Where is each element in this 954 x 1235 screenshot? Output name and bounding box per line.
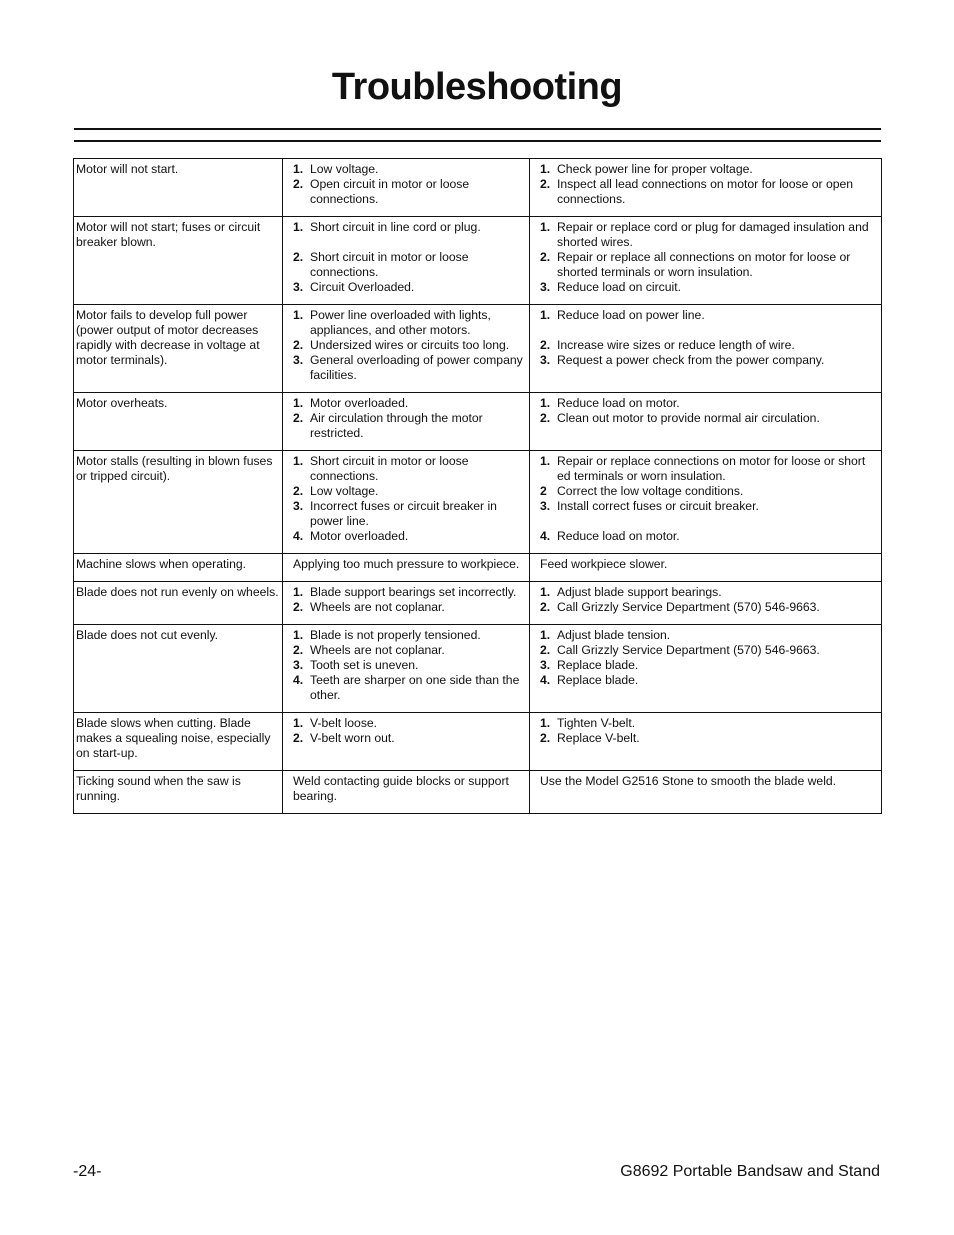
problem-cell: Blade does not cut evenly.	[74, 625, 283, 713]
solution-item	[540, 731, 879, 746]
solution-number: 4.	[540, 673, 551, 687]
solution-cell	[530, 451, 882, 554]
cause-item	[293, 308, 527, 338]
table-row	[74, 217, 882, 305]
problem-cell: Ticking sound when the saw is running.	[74, 771, 283, 814]
solution-text: Adjust blade tension.	[557, 628, 671, 642]
solution-text: Reduce load on power line.	[557, 308, 705, 322]
solution-item	[540, 673, 879, 688]
problem-cell: Motor fails to develop full power (power output of motor decreases rapidly with decrease in voltage at motor terminals).	[74, 305, 283, 393]
cause-text: Circuit Overloaded.	[310, 280, 415, 294]
cause-number: 2.	[293, 643, 304, 657]
cause-item	[293, 484, 527, 499]
cause-item	[293, 673, 527, 703]
solution-number: 1.	[540, 454, 551, 468]
solution-number: 2.	[540, 643, 551, 657]
cause-item	[293, 220, 527, 235]
solution-cell	[530, 305, 882, 393]
solution-number: 2.	[540, 411, 551, 425]
solution-item	[540, 250, 879, 280]
cause-text: Low voltage.	[310, 484, 379, 498]
solution-item	[540, 658, 879, 673]
solution-text: Replace V-belt.	[557, 731, 640, 745]
title-rule-bottom	[74, 140, 881, 142]
solution-number: 2	[540, 484, 547, 498]
cause-text: Short circuit in motor or loose connections.	[310, 454, 469, 483]
solution-text: Install correct fuses or circuit breaker.	[557, 499, 759, 513]
cause-item	[293, 600, 527, 615]
solution-item	[540, 396, 879, 411]
solution-item	[540, 499, 879, 514]
solution-item	[540, 585, 879, 600]
solution-cell	[530, 393, 882, 451]
solution-number: 2.	[540, 250, 551, 264]
cause-item	[293, 338, 527, 353]
cause-number: 2.	[293, 250, 304, 264]
solution-number: 2.	[540, 731, 551, 745]
cause-text: Motor overloaded.	[310, 396, 409, 410]
problem-cell: Machine slows when operating.	[74, 554, 283, 582]
solution-item	[540, 529, 879, 544]
cause-number: 3.	[293, 658, 304, 672]
solution-text: Replace blade.	[557, 673, 639, 687]
solution-item	[540, 643, 879, 658]
solution-number: 1.	[540, 628, 551, 642]
cause-cell	[283, 625, 530, 713]
troubleshooting-table	[73, 158, 882, 814]
solution-number: 1.	[540, 162, 551, 176]
cause-text: Tooth set is uneven.	[310, 658, 419, 672]
cause-number: 1.	[293, 454, 304, 468]
solution-item	[540, 353, 879, 368]
cause-text: Incorrect fuses or circuit breaker in power line.	[310, 499, 497, 528]
solution-item	[540, 628, 879, 643]
title-rule-top	[74, 128, 881, 130]
footer-title: G8692 Portable Bandsaw and Stand	[620, 1163, 880, 1180]
solution-item	[540, 600, 879, 615]
troubleshooting-table-body	[74, 159, 882, 814]
cause-number: 2.	[293, 600, 304, 614]
solution-cell	[530, 217, 882, 305]
cause-text: V-belt worn out.	[310, 731, 395, 745]
cause-item	[293, 280, 527, 295]
cause-item	[293, 250, 527, 280]
problem-cell: Blade does not run evenly on wheels.	[74, 582, 283, 625]
solution-text: Check power line for proper voltage.	[557, 162, 753, 176]
cause-item	[293, 177, 527, 207]
cause-item	[293, 411, 527, 441]
cause-number: 1.	[293, 716, 304, 730]
cause-text: Power line overloaded with lights, appliances, and other motors.	[310, 308, 491, 337]
cause-number: 2.	[293, 177, 304, 191]
spacer	[540, 323, 879, 338]
solution-text: Increase wire sizes or reduce length of wire.	[557, 338, 795, 352]
cause-cell	[283, 451, 530, 554]
problem-cell: Blade slows when cutting. Blade makes a squealing noise, especially on start-up.	[74, 713, 283, 771]
cause-number: 3.	[293, 353, 304, 367]
solution-item	[540, 177, 879, 207]
cause-item	[293, 396, 527, 411]
solution-number: 2.	[540, 338, 551, 352]
solution-cell	[530, 713, 882, 771]
spacer	[540, 514, 879, 529]
solution-item	[540, 557, 879, 572]
cause-number: 2.	[293, 484, 304, 498]
solution-item	[540, 308, 879, 323]
cause-cell	[283, 554, 530, 582]
solution-item	[540, 220, 879, 250]
cause-text: Open circuit in motor or loose connections.	[310, 177, 470, 206]
cause-number: 2.	[293, 731, 304, 745]
cause-text: Teeth are sharper on one side than the other.	[310, 673, 520, 702]
solution-text: Reduce load on motor.	[557, 529, 680, 543]
cause-item	[293, 529, 527, 544]
cause-text: General overloading of power company facilities.	[310, 353, 523, 382]
solution-text: Replace blade.	[557, 658, 639, 672]
cause-text: Blade is not properly tensioned.	[310, 628, 481, 642]
cause-item	[293, 658, 527, 673]
cause-text: Weld contacting guide blocks or support bearing.	[293, 774, 509, 803]
table-row	[74, 582, 882, 625]
solution-number: 4.	[540, 529, 551, 543]
cause-number: 4.	[293, 529, 304, 543]
solution-text: Call Grizzly Service Department (570) 546-9663.	[557, 600, 820, 614]
cause-item	[293, 499, 527, 529]
cause-number: 1.	[293, 162, 304, 176]
cause-number: 1.	[293, 585, 304, 599]
cause-cell	[283, 217, 530, 305]
table-row	[74, 713, 882, 771]
cause-number: 2.	[293, 338, 304, 352]
solution-number: 2.	[540, 177, 551, 191]
solution-text: Reduce load on motor.	[557, 396, 680, 410]
table-row	[74, 554, 882, 582]
cause-text: Blade support bearings set incorrectly.	[310, 585, 517, 599]
cause-number: 1.	[293, 220, 304, 234]
solution-text: Repair or replace all connections on motor for loose or shorted terminals or worn insulation.	[557, 250, 851, 279]
solution-text: Tighten V-belt.	[557, 716, 636, 730]
table-row	[74, 393, 882, 451]
solution-cell	[530, 625, 882, 713]
cause-text: Wheels are not coplanar.	[310, 643, 445, 657]
cause-cell	[283, 582, 530, 625]
solution-text: Call Grizzly Service Department (570) 546-9663.	[557, 643, 820, 657]
cause-item	[293, 557, 527, 572]
cause-number: 1.	[293, 308, 304, 322]
solution-text: Adjust blade support bearings.	[557, 585, 722, 599]
cause-item	[293, 585, 527, 600]
solution-text: Repair or replace connections on motor for loose or short ed terminals or worn insulation.	[557, 454, 866, 483]
spacer	[293, 235, 527, 250]
cause-text: Applying too much pressure to workpiece.	[293, 557, 520, 571]
cause-item	[293, 454, 527, 484]
solution-item	[540, 280, 879, 295]
solution-cell	[530, 771, 882, 814]
solution-cell	[530, 159, 882, 217]
problem-cell: Motor overheats.	[74, 393, 283, 451]
cause-number: 2.	[293, 411, 304, 425]
cause-item	[293, 643, 527, 658]
cause-item	[293, 628, 527, 643]
cause-text: Short circuit in motor or loose connections.	[310, 250, 469, 279]
solution-number: 1.	[540, 716, 551, 730]
cause-item	[293, 353, 527, 383]
table-row	[74, 451, 882, 554]
solution-number: 3.	[540, 353, 551, 367]
cause-cell	[283, 393, 530, 451]
cause-number: 3.	[293, 280, 304, 294]
cause-cell	[283, 771, 530, 814]
solution-number: 3.	[540, 658, 551, 672]
cause-text: Low voltage.	[310, 162, 379, 176]
cause-text: Undersized wires or circuits too long.	[310, 338, 510, 352]
solution-number: 1.	[540, 220, 551, 234]
table-row	[74, 625, 882, 713]
solution-number: 1.	[540, 585, 551, 599]
solution-item	[540, 162, 879, 177]
solution-item	[540, 484, 879, 499]
solution-number: 1.	[540, 396, 551, 410]
cause-text: Wheels are not coplanar.	[310, 600, 445, 614]
solution-text: Use the Model G2516 Stone to smooth the blade weld.	[540, 774, 837, 788]
cause-number: 4.	[293, 673, 304, 687]
solution-text: Feed workpiece slower.	[540, 557, 668, 571]
solution-text: Correct the low voltage conditions.	[557, 484, 744, 498]
solution-number: 1.	[540, 308, 551, 322]
solution-item	[540, 338, 879, 353]
page-title: Troubleshooting	[331, 66, 623, 108]
cause-text: V-belt loose.	[310, 716, 378, 730]
table-row	[74, 771, 882, 814]
solution-number: 2.	[540, 600, 551, 614]
cause-cell	[283, 159, 530, 217]
solution-text: Inspect all lead connections on motor for loose or open connections.	[557, 177, 854, 206]
table-row	[74, 305, 882, 393]
cause-item	[293, 774, 527, 804]
solution-cell	[530, 582, 882, 625]
solution-number: 3.	[540, 280, 551, 294]
problem-cell: Motor stalls (resulting in blown fuses or tripped circuit).	[74, 451, 283, 554]
cause-item	[293, 716, 527, 731]
cause-text: Short circuit in line cord or plug.	[310, 220, 481, 234]
cause-cell	[283, 305, 530, 393]
cause-number: 1.	[293, 628, 304, 642]
solution-text: Repair or replace cord or plug for damaged insulation and shorted wires.	[557, 220, 869, 249]
cause-number: 3.	[293, 499, 304, 513]
solution-item	[540, 774, 879, 789]
cause-number: 1.	[293, 396, 304, 410]
solution-number: 3.	[540, 499, 551, 513]
solution-text: Reduce load on circuit.	[557, 280, 681, 294]
problem-cell: Motor will not start.	[74, 159, 283, 217]
problem-cell: Motor will not start; fuses or circuit breaker blown.	[74, 217, 283, 305]
solution-item	[540, 411, 879, 426]
cause-text: Motor overloaded.	[310, 529, 409, 543]
solution-text: Clean out motor to provide normal air circulation.	[557, 411, 820, 425]
cause-item	[293, 731, 527, 746]
solution-item	[540, 716, 879, 731]
cause-text: Air circulation through the motor restricted.	[310, 411, 483, 440]
solution-cell	[530, 554, 882, 582]
solution-text: Request a power check from the power company.	[557, 353, 825, 367]
solution-item	[540, 454, 879, 484]
cause-cell	[283, 713, 530, 771]
page-number: -24-	[73, 1163, 102, 1180]
cause-item	[293, 162, 527, 177]
table-row	[74, 159, 882, 217]
